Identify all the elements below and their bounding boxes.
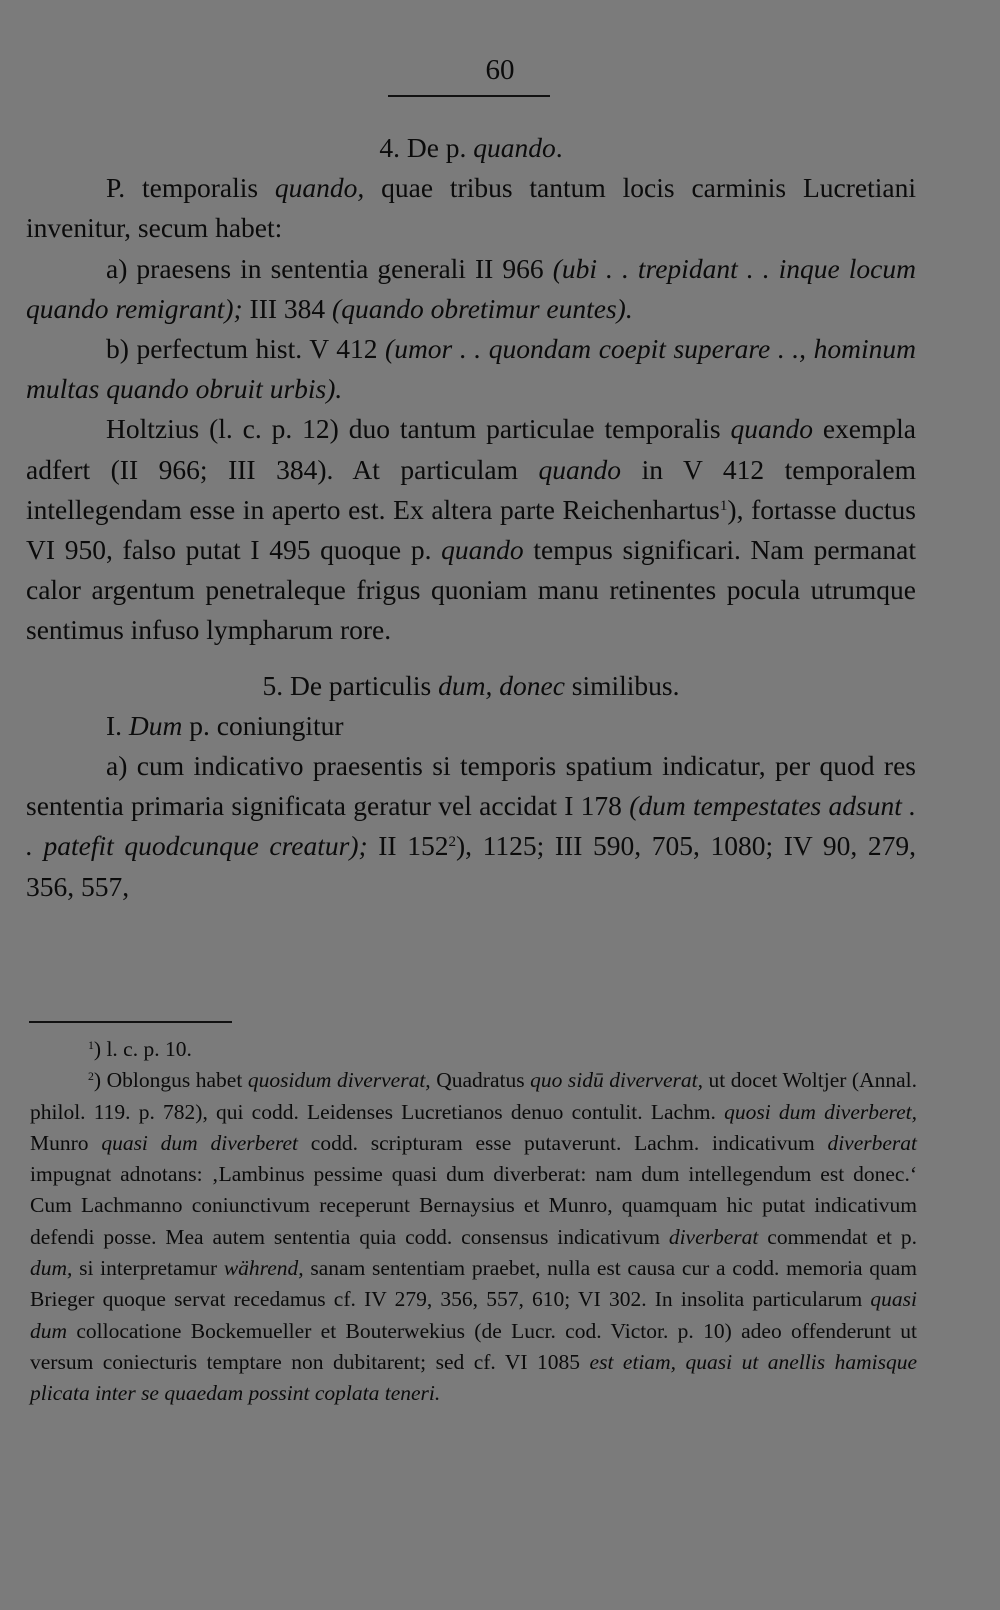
text-run: impugnat adnotans: ‚Lambinus pessime quasi dum diverberat: nam dum intellegendum est donec.‘ Cum Lachmanno coniunctivum receperunt Bernaysius et Munro, quamquam hic putat indicativum defendi posse. Mea autem sententia quia codd. consensus indicativum — [30, 1162, 917, 1249]
text-run: commendat et p. — [758, 1224, 917, 1249]
heading-suffix: . — [555, 132, 563, 163]
italic-run: (quando obretimur euntes). — [332, 292, 633, 324]
italic-run: diverberat — [668, 1224, 759, 1249]
heading-prefix: 4. De p. — [379, 132, 474, 163]
text-run: I. — [106, 709, 129, 741]
text-run: b) perfectum hist. V 412 — [106, 333, 386, 365]
page-number: 60 — [485, 54, 515, 86]
text-run: ) Oblongus habet — [93, 1068, 248, 1093]
main-text — [26, 128, 916, 907]
text-run: a) cum indicativo praesentis si temporis spatium indicatur, per quod res sententia primaria significata geratur vel accidat I 178 — [26, 750, 916, 822]
footnote-marker: 2 — [448, 834, 457, 851]
text-run: si interpretamur — [72, 1256, 224, 1281]
text-run: a) praesens in sententia generali II 966 — [106, 252, 553, 284]
italic-run: est etiam, quasi ut anellis hamisque plicata inter se quaedam possint coplata teneri. — [30, 1349, 918, 1406]
footnote-marker: 1 — [88, 1037, 94, 1052]
footnote-marker: 2 — [88, 1069, 94, 1084]
text-run: quae tribus tantum locis carminis Lucretiani invenitur, secum habet: — [26, 172, 916, 244]
italic-run: während, — [223, 1256, 304, 1281]
italic-run: (umor . . quondam coepit superare . ., hominum multas quando obruit urbis). — [26, 333, 916, 405]
text-run: III 384 — [242, 292, 333, 324]
footnote — [30, 1034, 917, 1065]
text-run: ), 1125; III 590, 705, 1080; IV 90, 279, 356, 557, — [26, 830, 916, 902]
text-run: Munro — [30, 1130, 102, 1155]
italic-run: quando — [538, 453, 622, 485]
paragraph — [26, 249, 916, 329]
italic-run: quando — [441, 534, 524, 566]
italic-run: (dum tempestates adsunt . . patefit quodcunque creatur); — [26, 790, 916, 862]
italic-run: quando — [730, 413, 813, 445]
text-run: p. coniungitur — [182, 709, 344, 741]
text-run: collocatione Bockemueller et Bouterwekius (de Lucr. cod. Victor. p. 10) adeo offenderunt ut versum coniecturis temptare non dubitarent; sed cf. VI 1085 — [30, 1318, 917, 1374]
text-run: P. temporalis — [106, 172, 275, 204]
italic-run: diverberat — [827, 1130, 918, 1155]
section-heading — [26, 128, 916, 168]
italic-run: quasi dum — [30, 1287, 917, 1343]
text-run: exempla adfert (II 966; III 384). At particulam — [26, 413, 916, 485]
italic-run: dum, — [30, 1256, 73, 1281]
paragraph — [26, 746, 916, 907]
footnote-marker: 1 — [719, 497, 728, 514]
text-run: ) l. c. p. 10. — [93, 1037, 192, 1061]
heading-italic: quando — [473, 132, 556, 163]
section-heading — [26, 666, 916, 706]
text-run: tempus significari. Nam permanat calor argentum penetraleque frigus quoniam manu retinentes pocula utrumque sentimus infuso lympharum rore. — [26, 534, 916, 646]
paragraph — [26, 409, 916, 650]
footnotes — [30, 1034, 917, 1410]
footnote — [30, 1065, 917, 1409]
text-run: sanam sententiam praebet, nulla est causa cur a codd. memoria quam Brieger quoque servat recedamus cf. IV 279, 356, 557, 610; VI 302. In insolita particularum — [30, 1256, 917, 1312]
text-run: II 152 — [367, 830, 449, 862]
text-run: Holtzius (l. c. p. 12) duo tantum particulae temporalis — [106, 413, 731, 445]
italic-run: quo sidū diververat, — [530, 1068, 703, 1093]
text-run: in V 412 temporalem intellegendam esse in aperto est. Ex altera parte Reichenhartus — [26, 453, 916, 525]
footnote-rule — [29, 1021, 232, 1023]
italic-run: (ubi . . trepidant . . inque locum quando remigrant); — [26, 252, 916, 324]
heading-prefix: 5. De particulis — [262, 669, 439, 701]
italic-run: quosidum diververat, — [247, 1068, 431, 1093]
paragraph — [26, 329, 916, 409]
page-number-rule — [388, 95, 550, 97]
heading-suffix: similibus. — [564, 669, 680, 701]
heading-italic: dum, donec — [438, 669, 565, 701]
paragraph — [26, 168, 916, 248]
italic-run: quosi dum diverberet, — [724, 1099, 917, 1124]
italic-run: quasi dum diverberet — [101, 1130, 299, 1155]
italic-run: Dum — [128, 709, 183, 741]
paragraph — [26, 706, 916, 746]
italic-run: quando, — [274, 172, 365, 204]
text-run: codd. scripturam esse putaverunt. Lachm. indicativum — [298, 1130, 828, 1155]
text-run: ), fortasse ductus VI 950, falso putat I 495 quoque p. — [26, 493, 916, 566]
text-run: ut docet Woltjer (Annal. philol. 119. p. 782), qui codd. Leidenses Lucretianos denuo contulit. Lachm. — [30, 1068, 917, 1124]
text-run: Quadratus — [430, 1068, 531, 1093]
